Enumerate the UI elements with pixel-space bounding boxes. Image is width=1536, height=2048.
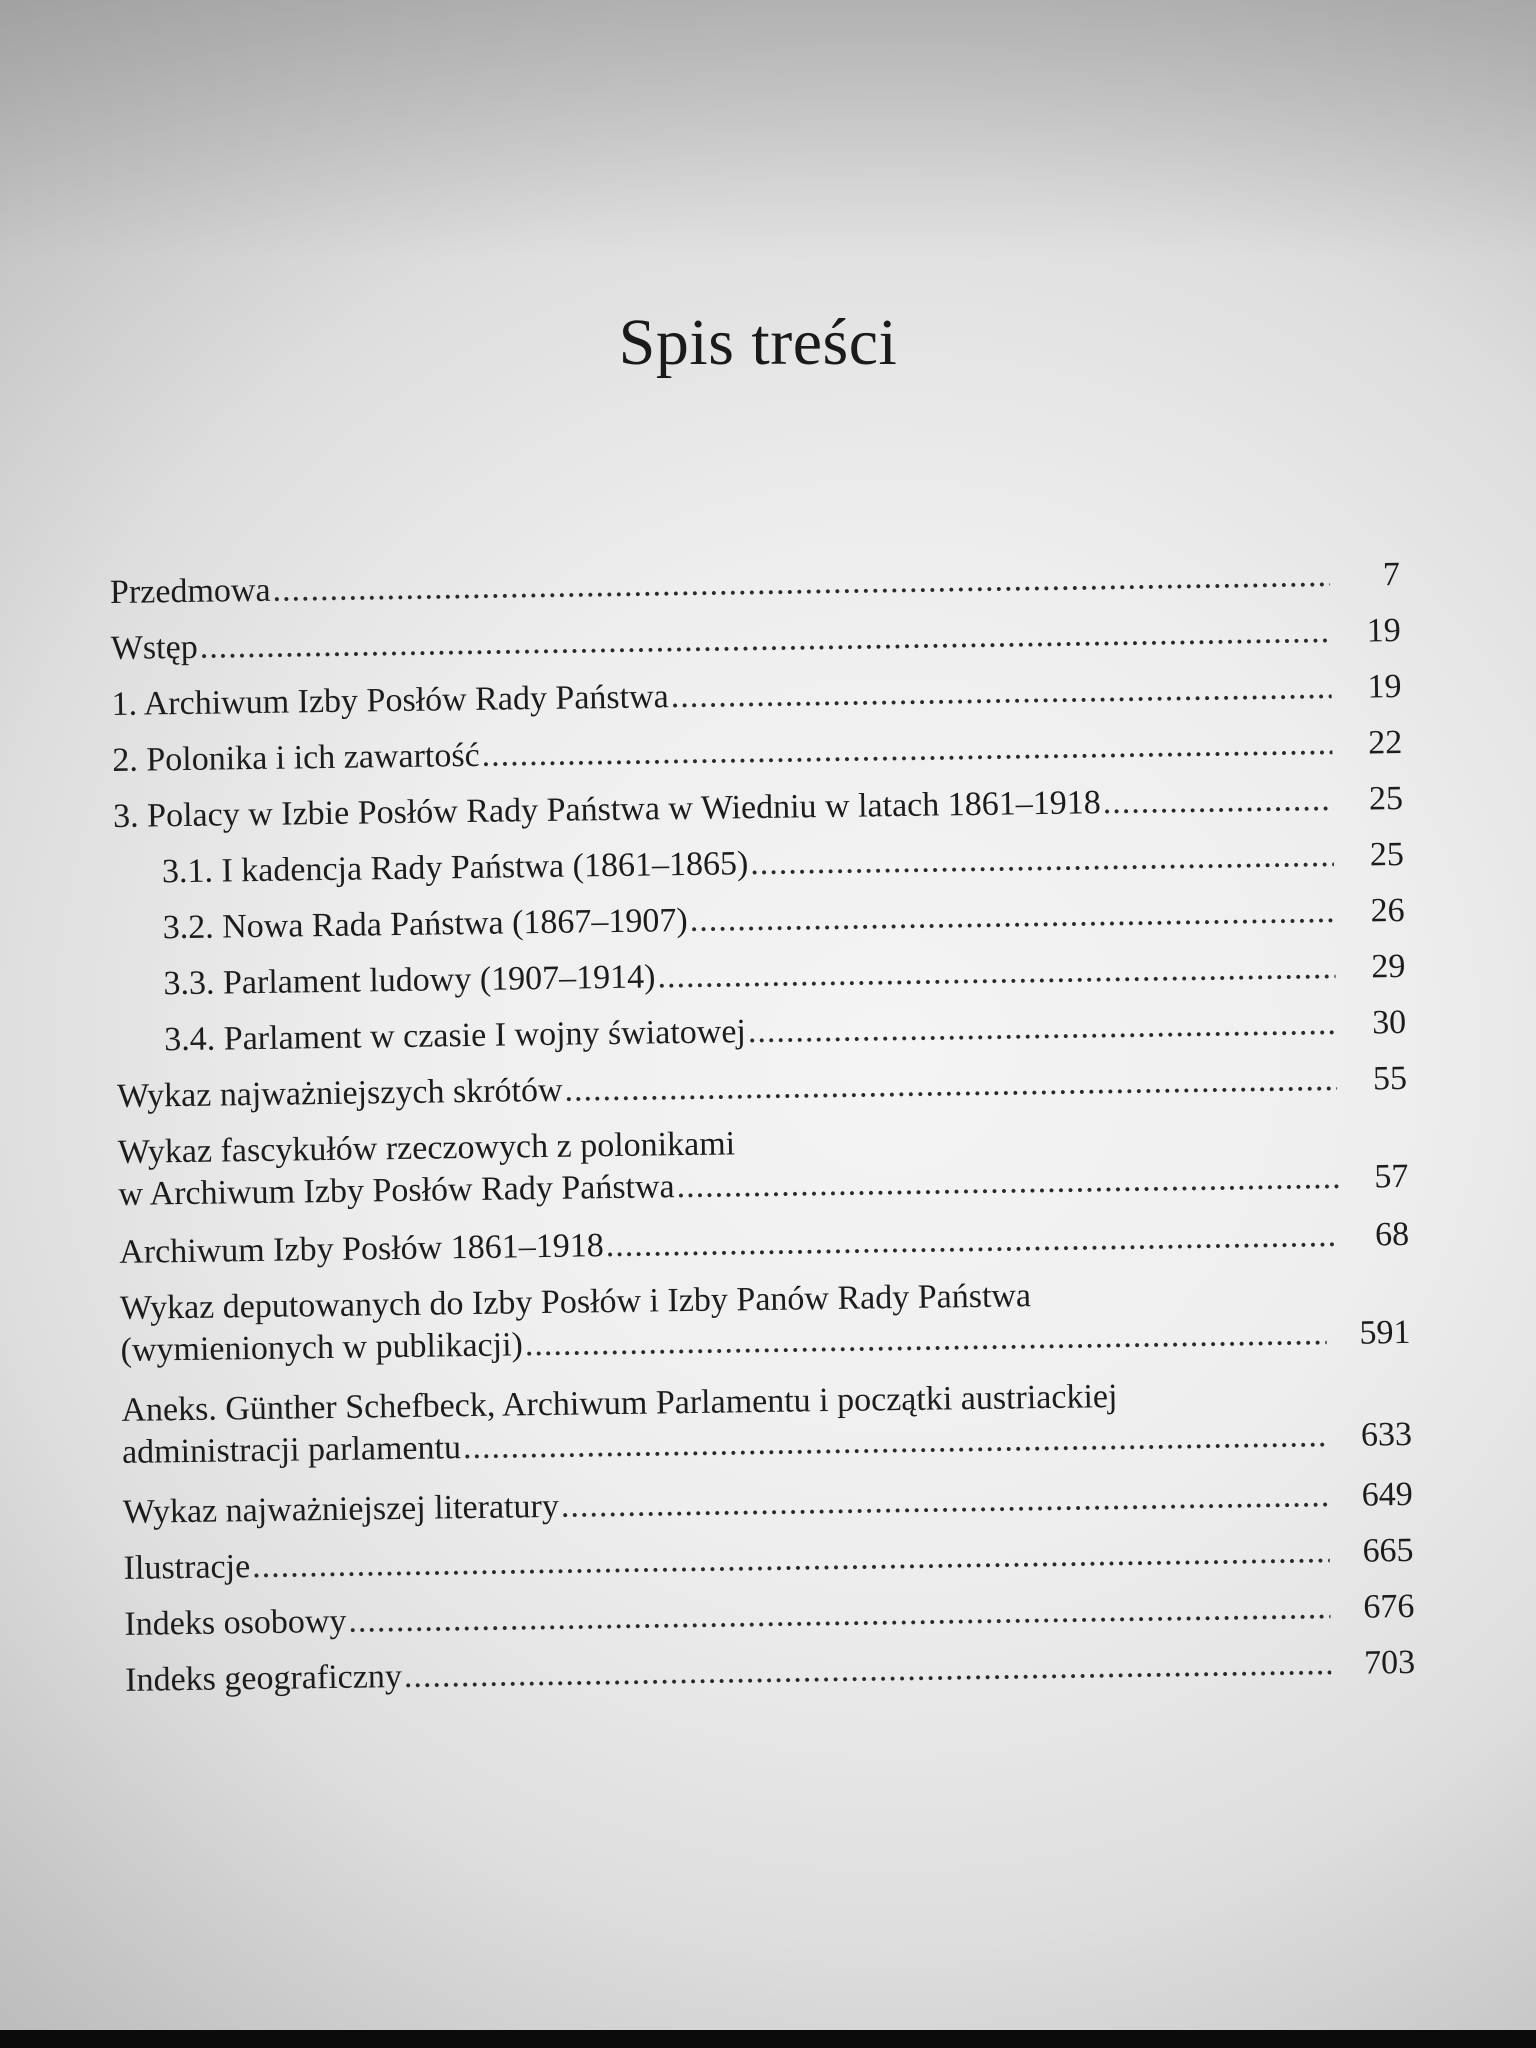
toc-entry-3-4 [164, 1002, 1406, 1061]
toc-entry-label: Archiwum Izby Posłów 1861–1918 [118, 1227, 604, 1271]
toc-entry-indeks-osobowy [124, 1586, 1414, 1646]
toc-entry-page: 665 [1362, 1531, 1414, 1570]
toc-entry-label: (wymienionych w publikacji) [120, 1326, 524, 1369]
toc-entry-label-line1: Wykaz fascykułów rzeczowych z polonikami [117, 1125, 736, 1171]
toc-entry-page: 19 [1366, 611, 1401, 650]
dot-leader [348, 1587, 1331, 1643]
dot-leader [657, 947, 1336, 998]
toc-entry-3 [113, 778, 1403, 838]
dot-leader [564, 1059, 1337, 1112]
toc-entry-archiwum [119, 1214, 1409, 1274]
toc-entry-page: 19 [1367, 667, 1402, 706]
toc-entry-page: 7 [1382, 555, 1401, 594]
toc-entry-label: Indeks geograficzny [124, 1658, 403, 1699]
toc-entry-przedmowa [110, 554, 1400, 614]
toc-entry-page: 29 [1371, 947, 1406, 986]
dot-leader [1102, 779, 1333, 824]
toc-entry-label: w Archiwum Izby Posłów Rady Państwa [118, 1168, 675, 1213]
toc-entry-3-1 [162, 834, 1404, 893]
dot-leader [272, 555, 1330, 612]
dot-leader [404, 1643, 1332, 1698]
toc-entry-skroty [117, 1058, 1407, 1118]
dot-leader [481, 723, 1332, 777]
toc-entry-literatura [123, 1474, 1413, 1534]
toc-entry-3-2 [162, 890, 1404, 949]
dot-leader [670, 667, 1331, 718]
page-title: Spis treści [618, 306, 898, 379]
dot-leader [689, 891, 1334, 942]
dot-leader [561, 1475, 1330, 1528]
toc-entry-label-line1: Aneks. Günther Schefbeck, Archiwum Parlamentu i początki austriackiej [121, 1378, 1118, 1429]
dot-leader [748, 1003, 1337, 1053]
toc-entry-page: 26 [1370, 891, 1405, 930]
toc-entry-ilustracje [123, 1530, 1413, 1590]
toc-entry-page: 22 [1367, 723, 1403, 762]
toc-entry-label-line1: Wykaz deputowanych do Izby Posłów i Izby Panów Rady Państwa [119, 1277, 1032, 1327]
toc-entry-label: Ilustracje [123, 1548, 251, 1587]
toc-entry-fascykuly [118, 1114, 1409, 1216]
toc-entry-page: 703 [1363, 1643, 1416, 1682]
dot-leader [252, 1531, 1330, 1588]
toc-entry-page: 633 [1360, 1415, 1413, 1454]
toc-entry-page: 591 [1359, 1313, 1411, 1352]
toc-entry-page: 25 [1368, 779, 1404, 818]
toc-entry-label: 3.4. Parlament w czasie I wojny światowej [164, 1013, 747, 1059]
toc-entry-label: 3. Polacy w Izbie Posłów Rady Państwa w Wiedniu w latach 1861–1918 [112, 784, 1101, 835]
toc-entry-label: Przedmowa [109, 571, 271, 611]
toc-entry-page: 57 [1374, 1157, 1409, 1196]
toc-entry-page: 68 [1374, 1215, 1410, 1254]
dot-leader [676, 1157, 1338, 1208]
toc-entry-label: 3.3. Parlament ludowy (1907–1914) [163, 958, 656, 1003]
toc-entry-label: Wstęp [110, 628, 198, 667]
dot-leader [750, 835, 1334, 885]
toc-entry-aneks [121, 1372, 1412, 1474]
dot-leader [605, 1215, 1339, 1267]
dot-leader [199, 611, 1331, 669]
toc-entry-label: 3.1. I kadencja Rady Państwa (1861–1865) [161, 845, 749, 891]
toc-entry-indeks-geograficzny [125, 1642, 1415, 1702]
toc-entry-label: 3.2. Nowa Rada Państwa (1867–1907) [162, 901, 688, 947]
toc-entry-3-3 [163, 946, 1405, 1005]
toc-entry-label: Wykaz najważniejszych skrótów [116, 1071, 563, 1115]
toc-entry-2 [112, 722, 1402, 782]
toc-entry-1 [111, 666, 1401, 726]
toc-entry-page: 649 [1361, 1475, 1414, 1514]
toc-entry-label: 1. Archiwum Izby Posłów Rady Państwa [111, 678, 669, 723]
toc-entry-label: 2. Polonika i ich zawartość [112, 736, 480, 779]
toc-entry-deputowani [120, 1270, 1411, 1372]
toc-entry-label: Wykaz najważniejszej literatury [122, 1487, 560, 1531]
toc-entry-page: 25 [1369, 835, 1405, 874]
toc-entry-page: 676 [1363, 1587, 1415, 1626]
toc-entry-label: Indeks osobowy [124, 1602, 347, 1643]
toc-entry-page: 30 [1371, 1003, 1407, 1042]
toc-entry-page: 55 [1372, 1059, 1408, 1098]
toc-entry-label: administracji parlamentu [121, 1429, 462, 1471]
toc-entry-wstep [111, 610, 1401, 670]
